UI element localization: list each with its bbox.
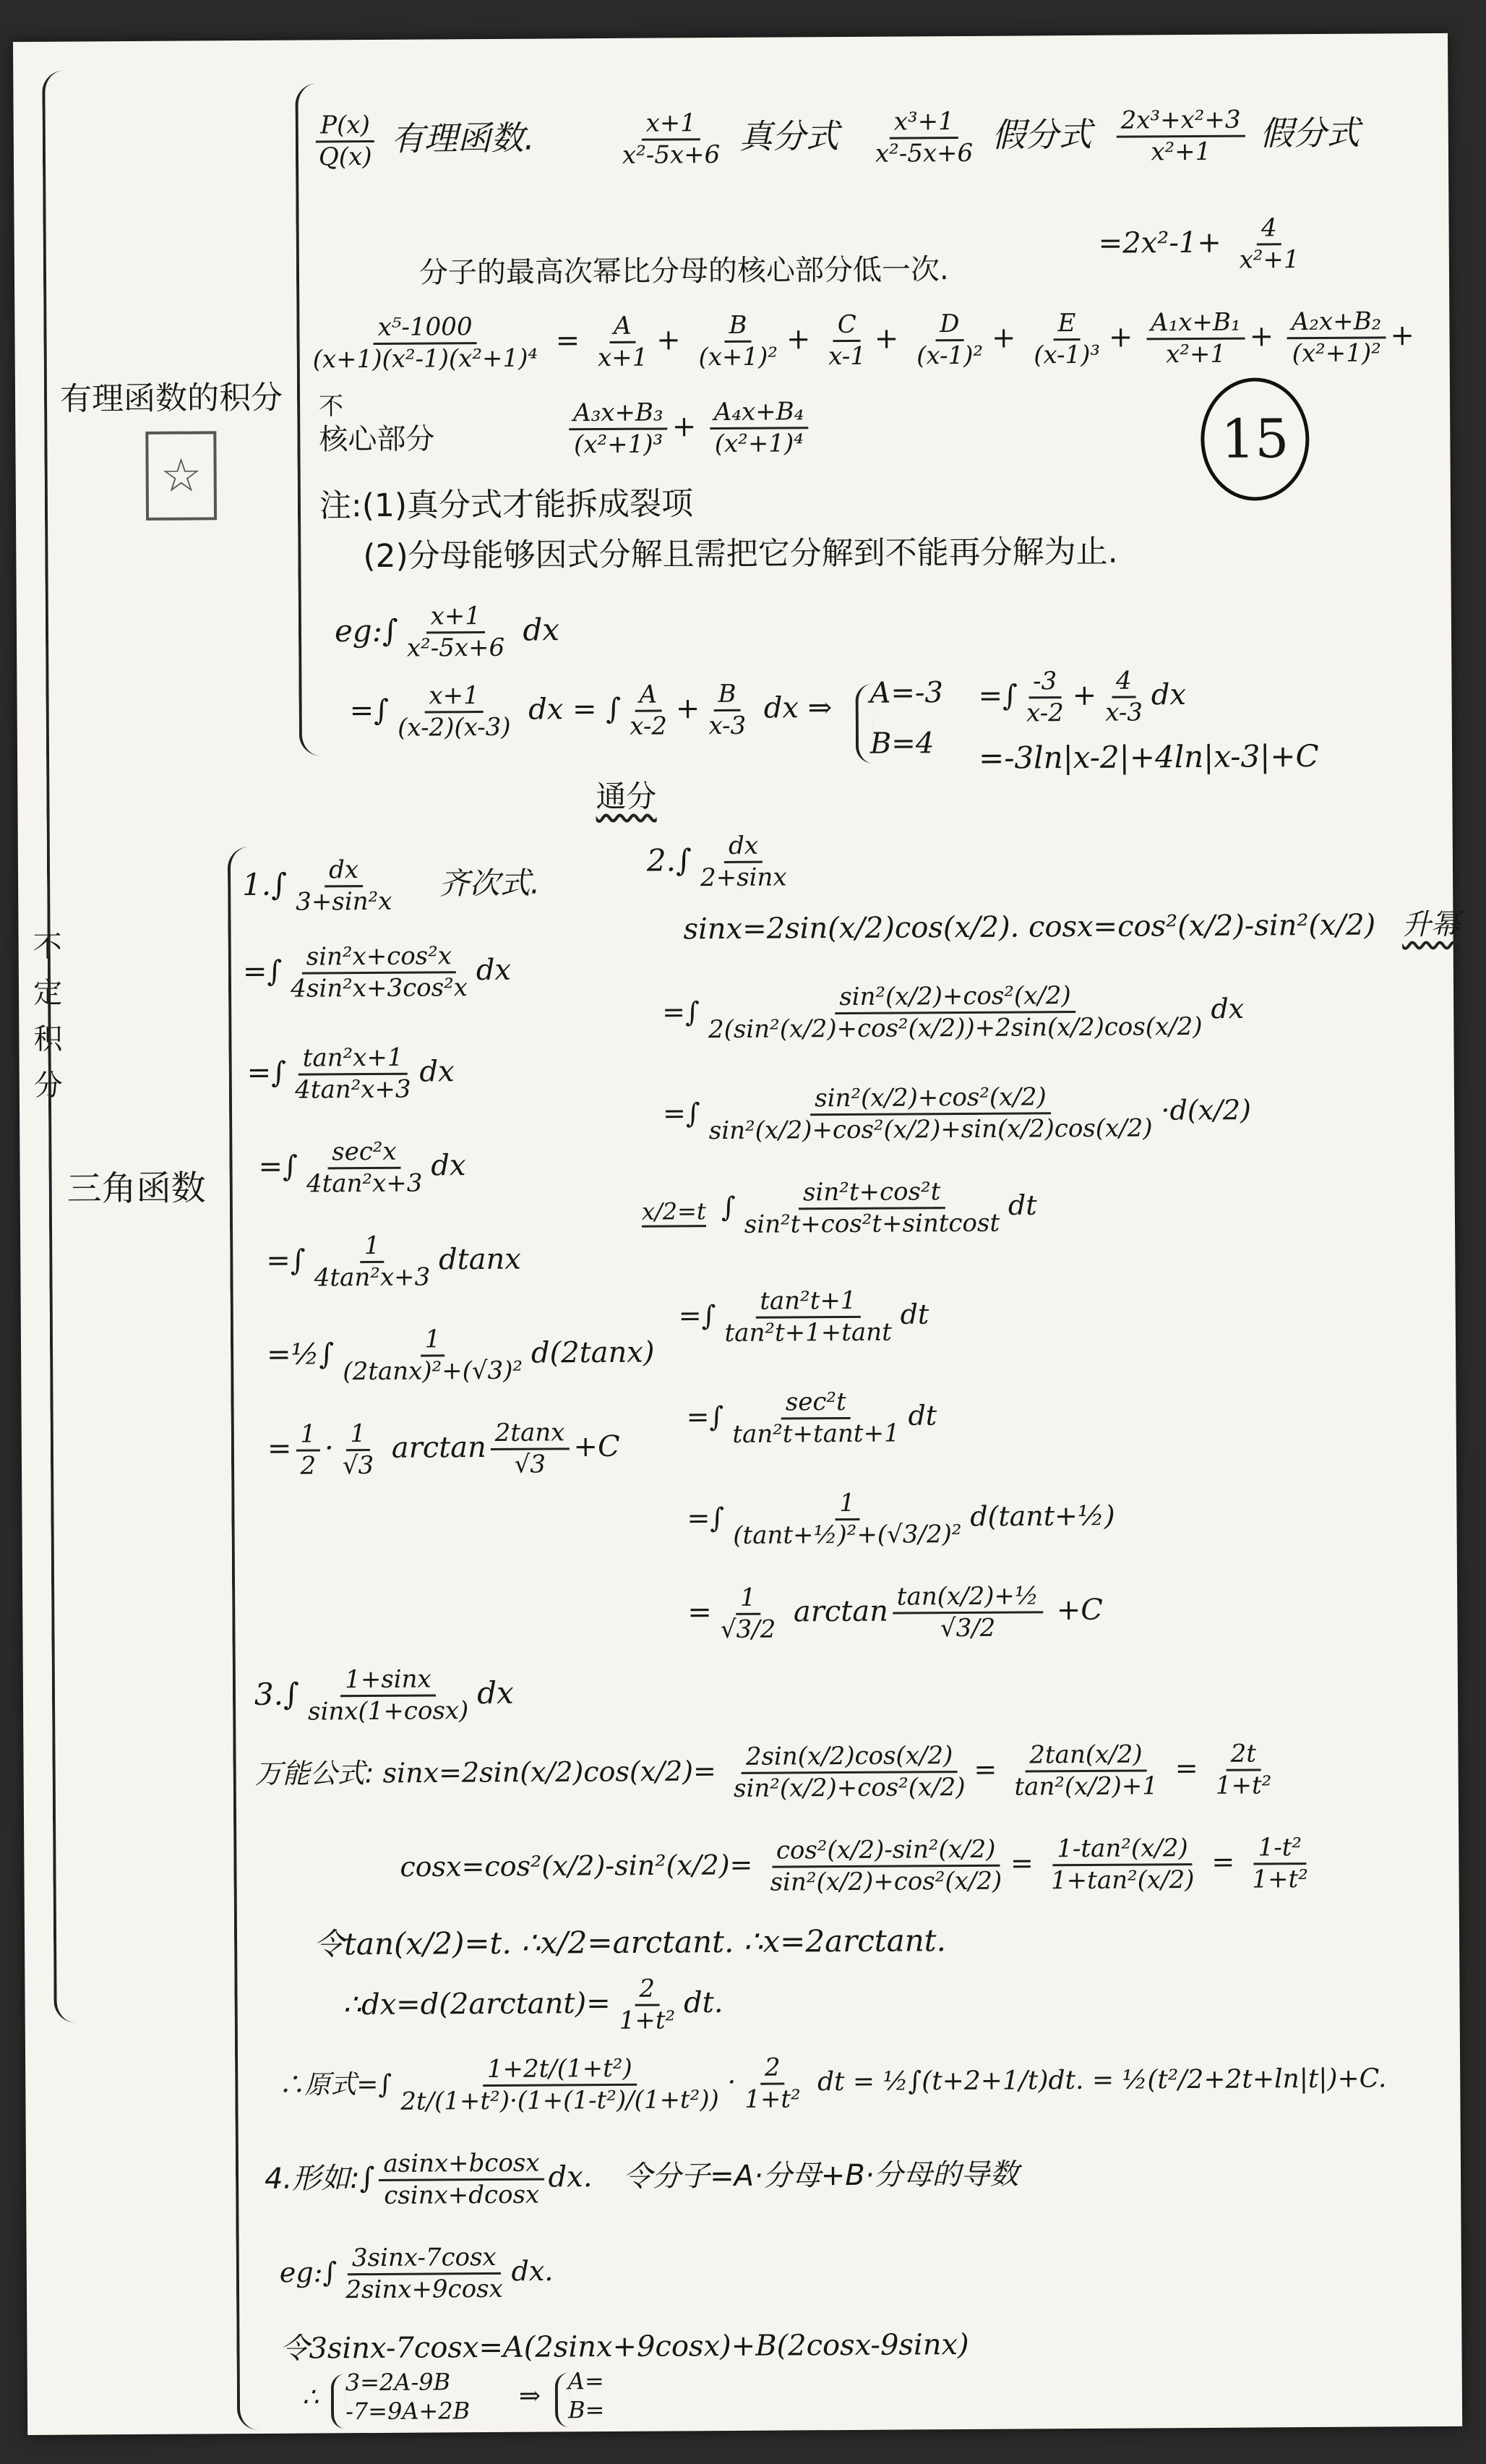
degree-note: 分子的最高次幂比分母的核心部分低一次. (418, 253, 949, 290)
page-number-circle: 15 (1201, 377, 1310, 501)
p1-step-5: =½∫ $\frac{1}{\text{(2tanx)²+(√3)²}}$ d(2tanx) (266, 1325, 655, 1387)
core-label-top: 不 (318, 392, 344, 422)
p2-step-2: =∫ $\frac{\text{sin²(x/2)+cos²(x/2)}}{\text{sin²(x/2)+cos²(x/2)+sin(x/2)cos(x/2)}}$ ·d(x/2) (662, 1082, 1252, 1146)
p3-integrand: 3.∫ $\frac{1+\sin x}{\sin x(1+\cos x)}$ dx (254, 1664, 514, 1727)
proper-fraction: $\frac{x+1}{\text{x²-5x+6}}$ 真分式 (622, 108, 839, 171)
outer-brace (42, 71, 78, 2023)
p1-step-3: =∫ $\frac{\text{sec²x}}{\text{4tan²x+3}}$ dx (258, 1137, 466, 1199)
improper-fraction-2: $\frac{\text{2x³+x²+3}}{\text{x²+1}}$ 假分式 (1112, 106, 1360, 167)
p3-sin-formula: 万能公式: sinx=2sin(x/2)cos(x/2)= $\frac{2\sin(x/2)\cos(x/2)}{\text{sin²(x/2)+cos²(x/2)}}$ = $\frac{2\tan(x/2)}{\text{tan²(x/2)+1}}$ = $\frac{2t}{\text{1+t²}}$ (254, 1739, 1272, 1804)
solution-A: A=-3 (869, 676, 944, 710)
rational-example: eg:∫ $\frac{x+1}{\text{x²-5x+6}}$ dx (334, 602, 560, 664)
notebook-page (13, 33, 1462, 2435)
rational-example-step: =∫ $\frac{x+1}{(x-2)(x-3)}$ dx = ∫ $\frac{A}{x-2}$ + $\frac{B}{x-3}$ dx ⇒ (349, 679, 833, 743)
p4-let: 令3sinx-7cosx=A(2sinx+9cosx)+B(2cosx-9sinx) (280, 2327, 969, 2366)
p2-step-5: =∫ $\frac{\text{sec²t}}{\text{tan²t+tant+1}}$ dt (686, 1387, 937, 1450)
star-icon: ☆ (145, 431, 217, 521)
p4-sol-A: A= (567, 2367, 604, 2395)
margin-title: 不定积分 (33, 930, 63, 1103)
p3-cos-formula: cosx=cos²(x/2)-sin²(x/2)= $\frac{\text{cos²(x/2)-sin²(x/2)}}{\text{sin²(x/2)+cos²(x/2)}}$ = $\frac{\text{1-tan²(x/2)}}{\text{1+tan²(x/2)}}$ = $\frac{\text{1-t²}}{\text{1+t²}}$ (400, 1833, 1309, 1898)
solution-B: B=4 (869, 727, 935, 761)
p3-dx: ∴dx=d(2arctant)= $\frac{2}{\text{1+t²}}$ dt. (343, 1974, 723, 2036)
system-brace (331, 2374, 345, 2429)
rational-example-substituted: =∫ $\frac{-3}{x-2}$ + $\frac{4}{x-3}$ dx (978, 666, 1187, 728)
p4-sol-B: B= (567, 2396, 605, 2424)
p4-system-1: 3=2A-9B (345, 2368, 451, 2397)
p2-step-3: ∫ $\frac{\text{sin²t+cos²t}}{\text{sin²t+cos²t+sintcost}}$ dt (721, 1177, 1037, 1240)
decomposition-line: $\frac{\text{x⁵-1000}}{\text{(x+1)(x²-1)(x²+1)⁴}}$ = $\frac{A}{x+1}$ + $\frac{B}{\text{(x+1)²}}$ + $\frac{C}{x-1}$ + $\frac{D}{\text{(x-1)²}}$ + $\frac{E}{\text{(x-1)³}}$ + $\frac{\text{A₁x+B₁}}{\text{x²+1}}$ + $\frac{\text{A₂x+B₂}}{\text{(x²+1)²}}$ + (312, 307, 1415, 375)
p2-integrand: 2.∫ $\frac{dx}{2+\sin x}$ (646, 831, 787, 893)
improper-fraction-1: $\frac{\text{x³+1}}{\text{x²-5x+6}}$ 假分式 (875, 107, 1092, 169)
p4-system-pre: ∴ (301, 2382, 319, 2413)
note-1: 注:(1)真分式才能拆成裂项 (319, 485, 694, 525)
rational-def: $\frac{P(x)}{Q(x)}$ 有理函数. (310, 111, 535, 172)
rational-example-result: =-3ln|x-2|+4ln|x-3|+C (978, 737, 1319, 776)
trig-section-title: 三角函数 (66, 1168, 206, 1210)
p2-substitution: x/2=t (642, 1198, 706, 1227)
p1-step-2: =∫ $\frac{\text{tan²x+1}}{\text{4tan²x+3}}$ dx (246, 1043, 455, 1105)
note-2: (2)分母能够因式分解且需把它分解到不能再分解为止. (363, 533, 1118, 576)
p3-let: 令tan(x/2)=t. ∴x/2=arctant. ∴x=2arctant. (313, 1922, 947, 1962)
improper-2-result: =2x²-1+ $\frac{4}{\text{x²+1}}$ (1098, 213, 1300, 275)
p2-step-6: =∫ $\frac{1}{\text{(tant+½)²+(√3/2)²}}$ d(tant+½) (687, 1488, 1115, 1551)
p2-identity: sinx=2sin(x/2)cos(x/2). cosx=cos²(x/2)-sin²(x/2) 升幂 (683, 907, 1461, 946)
p1-integrand: 1.∫ $\frac{dx}{\text{3+sin²x}}$ 齐次式. (241, 855, 541, 917)
decomposition-line-2: $\frac{\text{A₃x+B₃}}{\text{(x²+1)³}}$ + $\frac{\text{A₄x+B₄}}{\text{(x²+1)⁴}}$ (564, 398, 813, 459)
tongfen-label: 通分 (596, 778, 657, 815)
p3-original: ∴原式=∫ $\frac{\text{1+2t/(1+t²)}}{\text{2t/(1+t²)·(1+(1-t²)/(1+t²))}}$ · $\frac{2}{\text{1+t²}}$ dt = ½∫(t+2+1/t)dt. = ½(t²/2+2t+ln|t|)+C. (278, 2053, 1387, 2117)
p4-example: eg:∫ $\frac{3\sin x-7\cos x}{2\sin x+9\cos x}$ dx. (279, 2242, 554, 2305)
p4-form: 4.形如:∫ $\frac{asinx+bcosx}{csinx+dcosx}$ dx. 令分子=A·分母+B·分母的导数 (264, 2148, 1019, 2211)
p1-result: = $\frac{1}{2}$ · $\frac{1}{√3}$ arctan $\frac{2\tan x}{√3}$ +C (267, 1418, 620, 1481)
p4-arrow: ⇒ (518, 2381, 541, 2411)
p2-result: = $\frac{1}{√3/2}$ arctan $\frac{\text{tan(x/2)+½}}{√3/2}$ +C (687, 1581, 1104, 1645)
p4-system-2: -7=9A+2B (345, 2397, 471, 2426)
p1-step-1: =∫ $\frac{\text{sin²x+cos²x}}{\text{4sin²x+3cos²x}}$ dx (242, 941, 512, 1004)
core-label: 核心部分 (319, 422, 435, 457)
p1-step-4: =∫ $\frac{1}{\text{4tan²x+3}}$ dtanx (266, 1231, 522, 1293)
p2-step-1: =∫ $\frac{\text{sin²(x/2)+cos²(x/2)}}{\text{2(sin²(x/2)+cos²(x/2))+2sin(x/2)cos(x/2)}}$ dx (662, 981, 1245, 1045)
rational-section-title: 有理函数的积分 (59, 379, 283, 418)
p2-step-4: =∫ $\frac{\text{tan²t+1}}{\text{tan²t+1+tant}}$ dt (678, 1286, 929, 1348)
